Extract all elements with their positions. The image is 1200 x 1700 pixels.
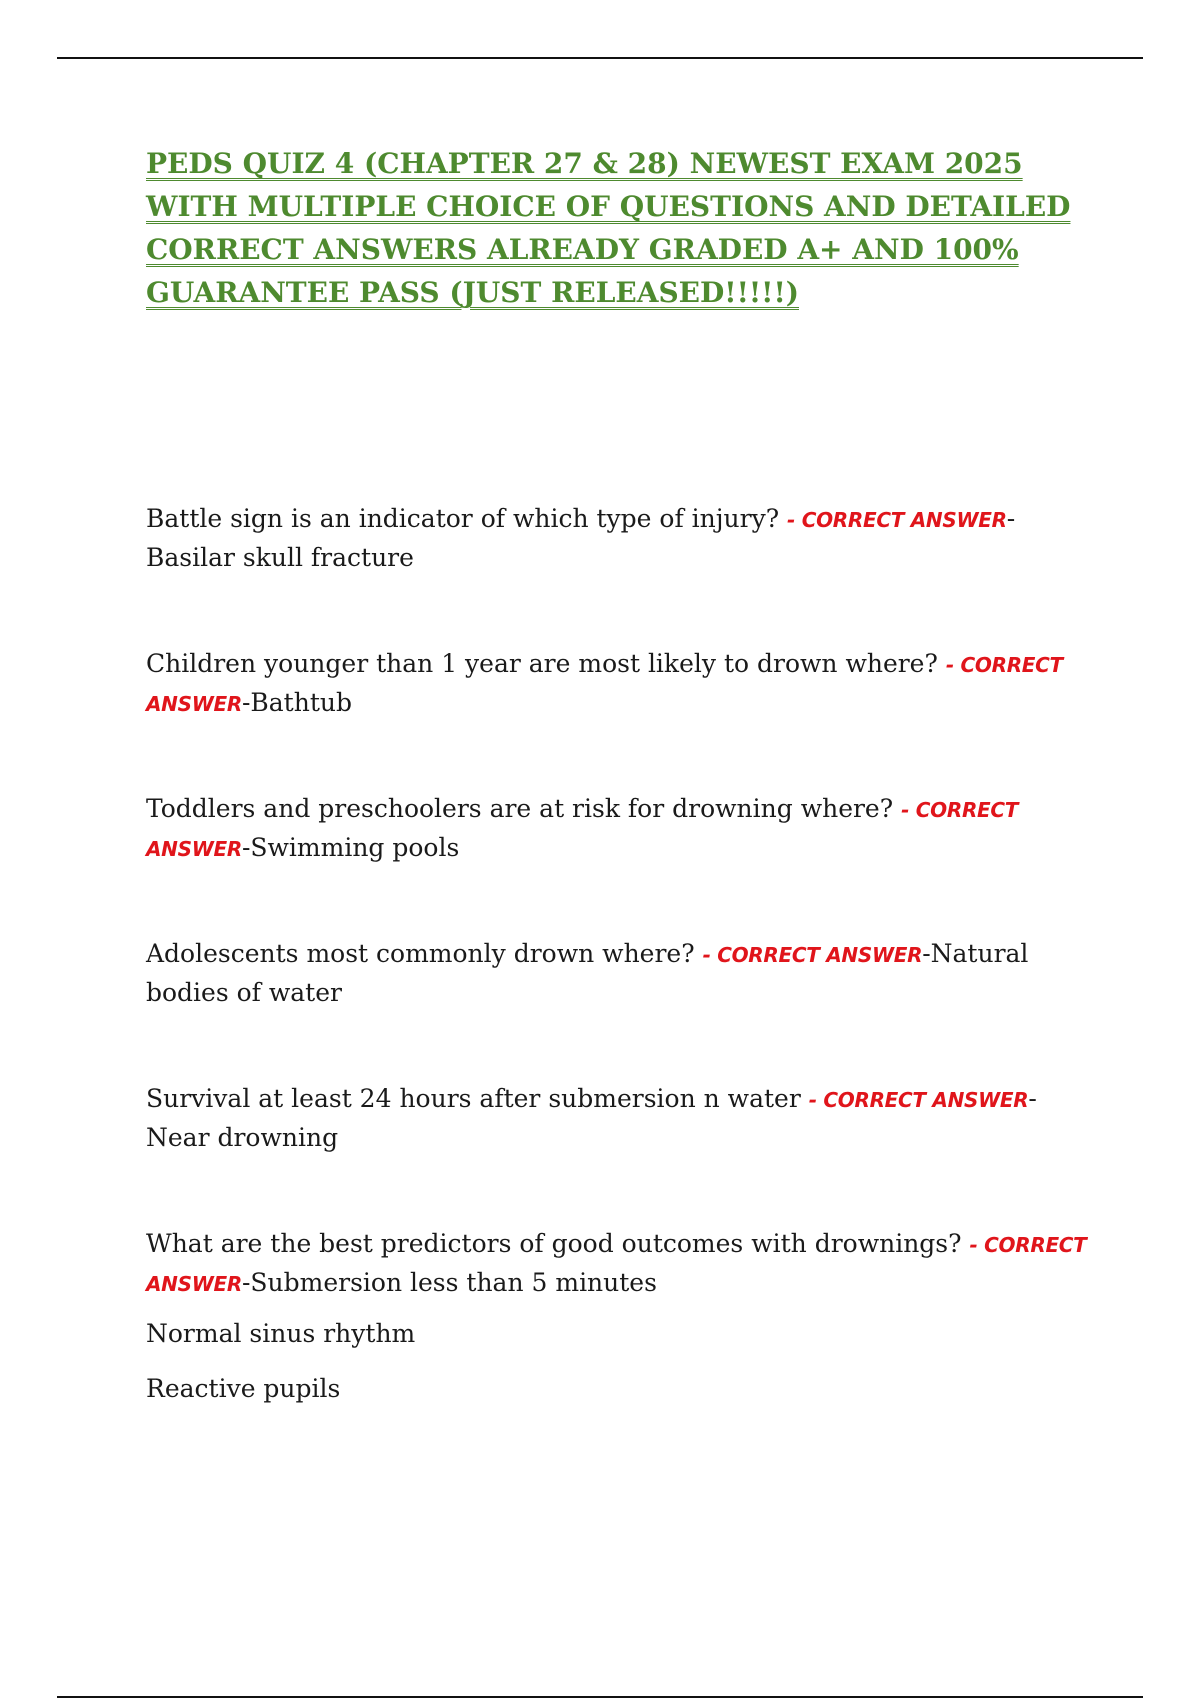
answer-text: -Near drowning: [146, 1084, 1037, 1152]
answer-extra-line-2: Reactive pupils: [146, 1374, 341, 1403]
answer-text: -Natural bodies of water: [146, 939, 1029, 1007]
document-title: PEDS QUIZ 4 (CHAPTER 27 & 28) NEWEST EXAM 2025 WITH MULTIPLE CHOICE OF QUESTIONS AND DETAILED CORRECT ANSWERS ALREADY GRADED A+ AND 100% GUARANTEE PASS (JUST RELEASED!!!!!): [146, 147, 1071, 309]
bottom-rule: [57, 1696, 1143, 1698]
qa-item-4: [146, 935, 1096, 1011]
answer-text: -Submersion less than 5 minutes: [241, 1268, 657, 1297]
qa-item-5: [146, 1080, 1096, 1156]
qa-item-6: [146, 1225, 1096, 1303]
qa-item-1: [146, 500, 1096, 576]
answer-text: -Basilar skull fracture: [146, 504, 1016, 572]
answer-extra-line-1: Normal sinus rhythm: [146, 1319, 416, 1348]
question-text: Toddlers and preschoolers are at risk for drowning where?: [146, 794, 894, 823]
answer-text: -Bathtub: [241, 688, 352, 717]
question-text: What are the best predictors of good outcomes with drownings?: [146, 1229, 962, 1258]
qa-item-2: [146, 645, 1096, 723]
correct-answer-marker: - CORRECT ANSWER: [146, 653, 1063, 716]
correct-answer-marker: - CORRECT ANSWER: [808, 1088, 1029, 1112]
answer-text: -Swimming pools: [241, 833, 460, 862]
correct-answer-marker: - CORRECT ANSWER: [787, 508, 1007, 532]
question-text: Battle sign is an indicator of which type of injury?: [146, 504, 780, 533]
question-text: Children younger than 1 year are most likely to drown where?: [146, 649, 938, 678]
question-text: Adolescents most commonly drown where?: [146, 939, 695, 968]
top-rule: [57, 57, 1143, 59]
correct-answer-marker: - CORRECT ANSWER: [146, 1233, 1087, 1296]
qa-item-3: [146, 790, 1096, 868]
correct-answer-marker: - CORRECT ANSWER: [702, 943, 923, 967]
question-text: Survival at least 24 hours after submersion n water: [146, 1084, 801, 1113]
correct-answer-marker: - CORRECT ANSWER: [146, 798, 1019, 861]
